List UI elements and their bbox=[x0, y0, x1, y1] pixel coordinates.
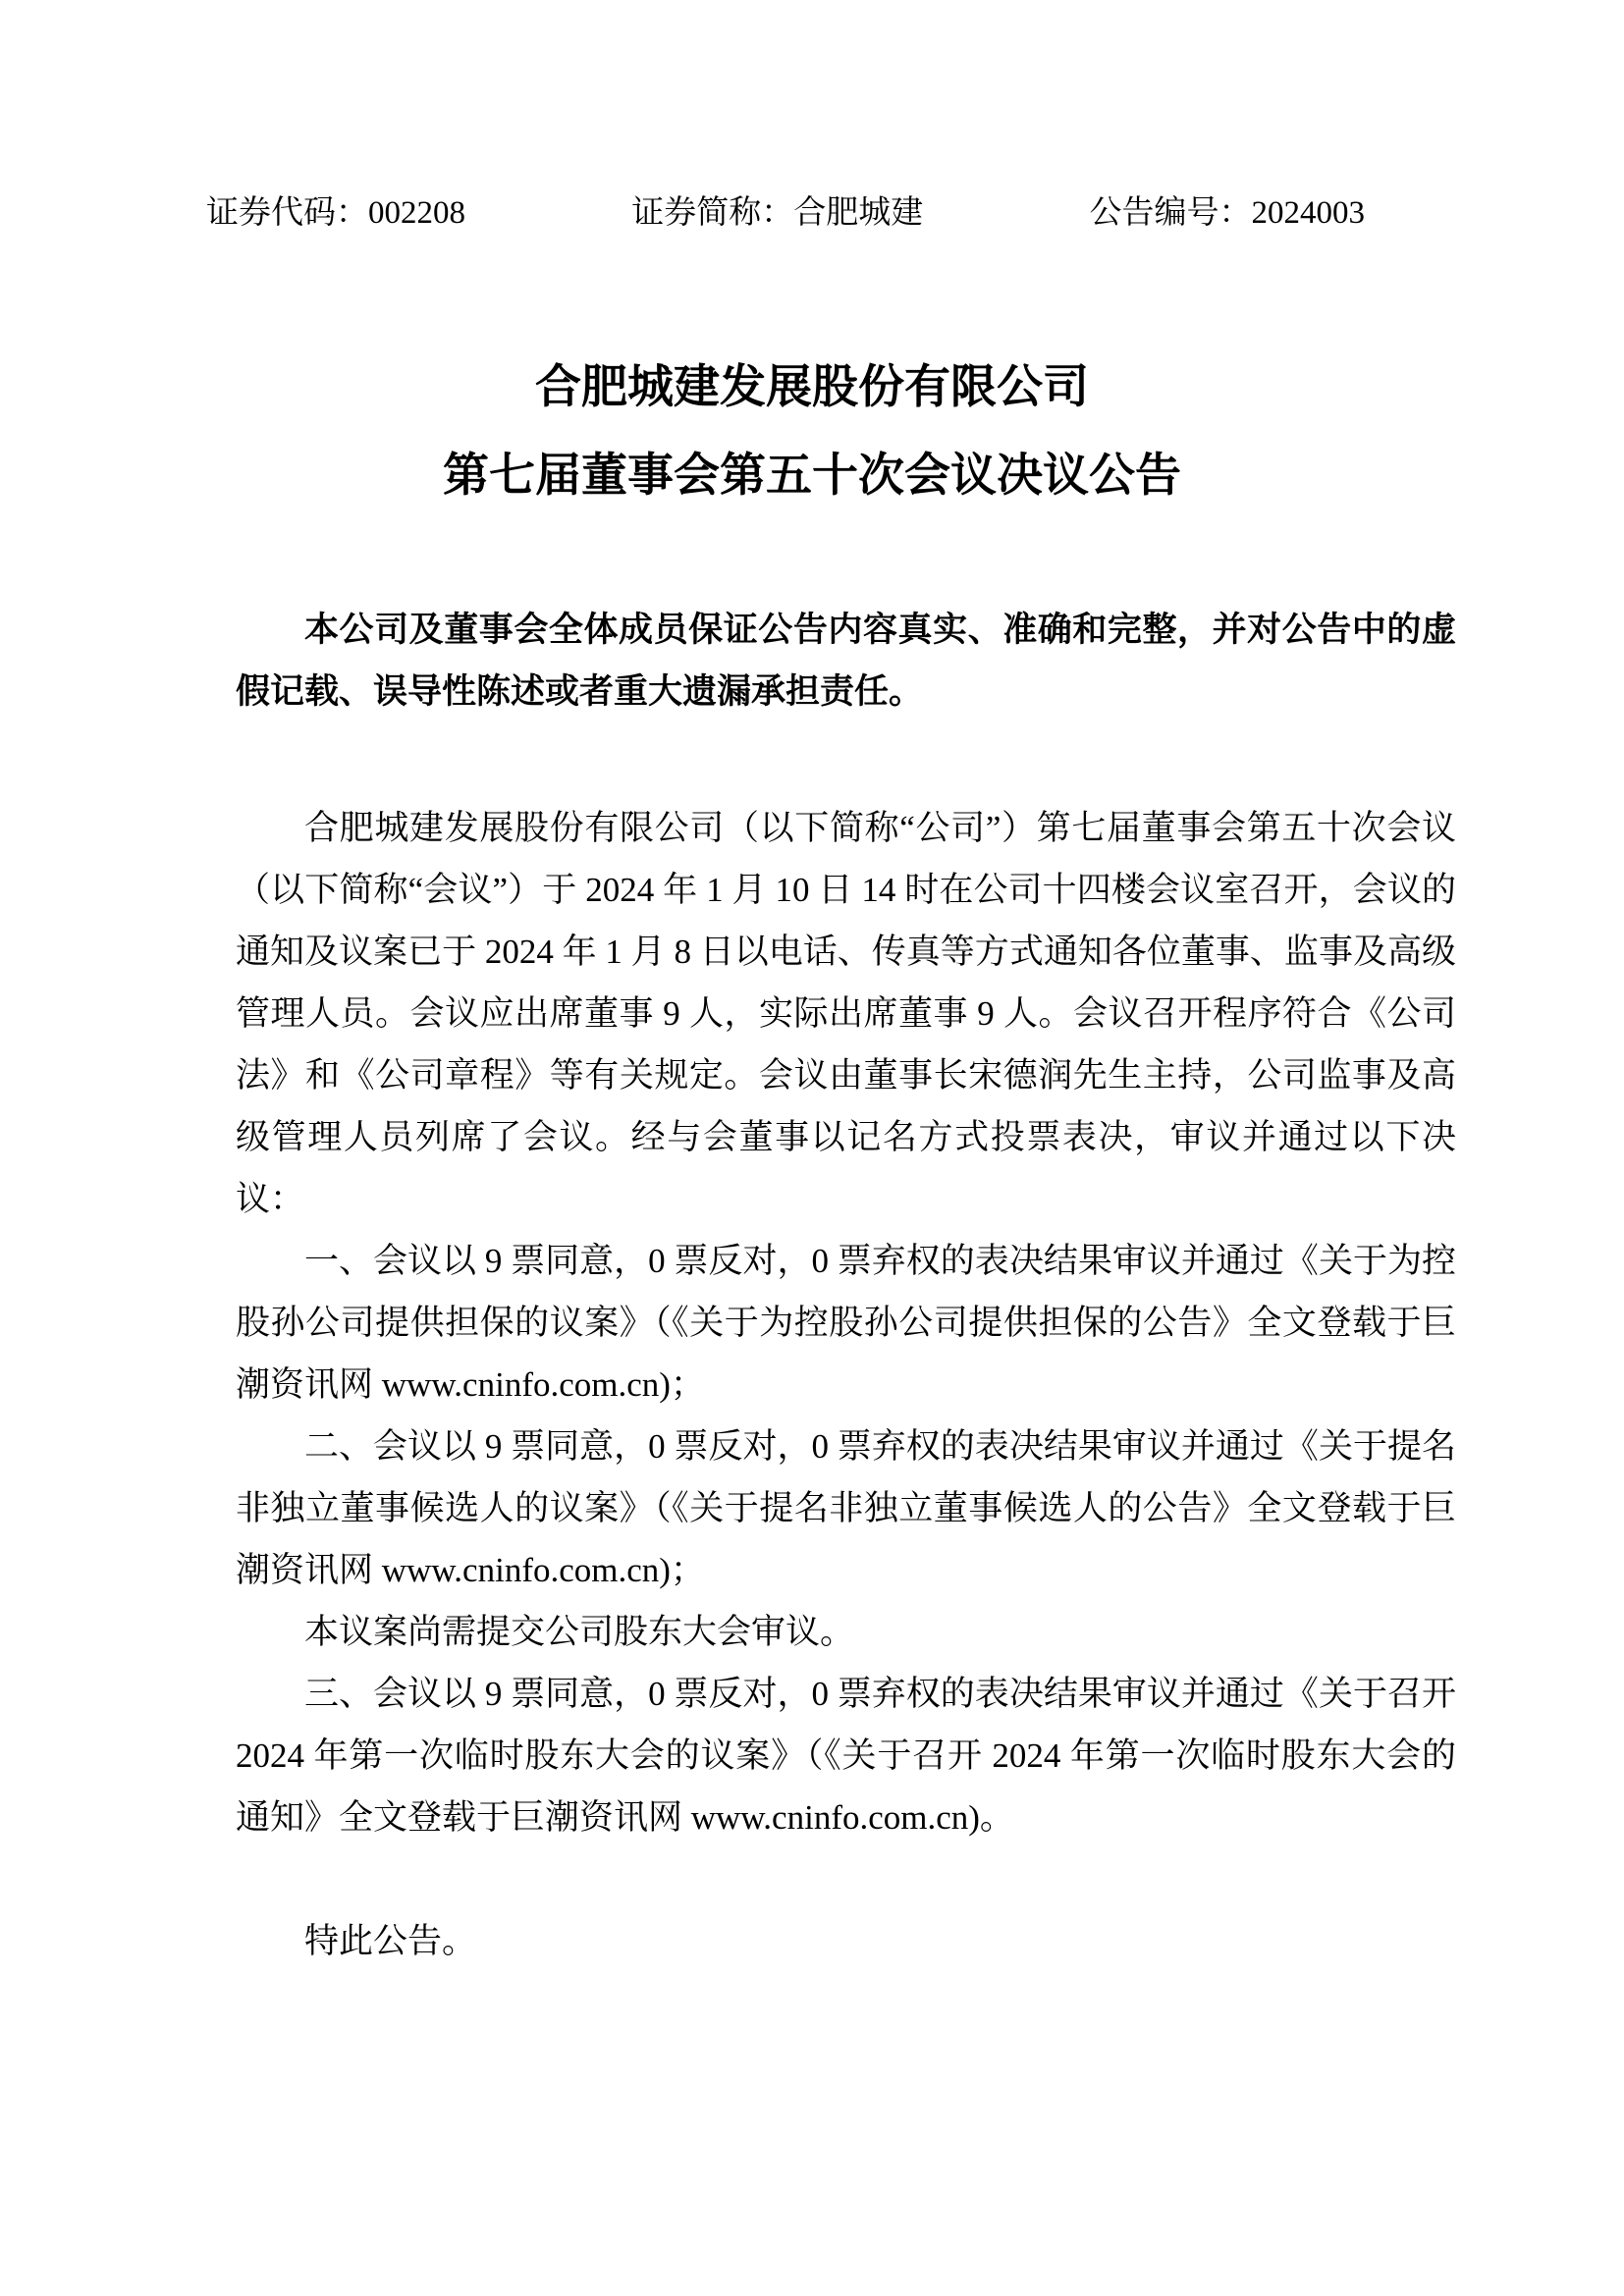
securities-header-row bbox=[0, 0, 1624, 234]
resolution-paragraphs bbox=[236, 797, 1456, 1848]
body-paragraph: 一、会议以 9 票同意，0 票反对，0 票弃权的表决结果审议并通过《关于为控股孙公司提供担保的议案》（《关于为控股孙公司提供担保的公告》全文登载于巨潮资讯网 www.cninfo.com.cn)； bbox=[236, 1242, 1456, 1404]
truthfulness-statement: 本公司及董事会全体成员保证公告内容真实、准确和完整，并对公告中的虚假记载、误导性陈述或者重大遗漏承担责任。 bbox=[236, 611, 1456, 711]
stock-short-name: 证券简称：合肥城建 bbox=[631, 195, 924, 231]
stock-code: 证券代码：002208 bbox=[206, 195, 465, 231]
document-body bbox=[236, 599, 1456, 1972]
announcement-number: 公告编号：2024003 bbox=[1089, 195, 1365, 231]
body-paragraph: 二、会议以 9 票同意，0 票反对，0 票弃权的表决结果审议并通过《关于提名非独立董事候选人的议案》（《关于提名非独立董事候选人的公告》全文登载于巨潮资讯网 www.cninfo.com.cn)； bbox=[236, 1427, 1456, 1589]
closing-line: 特此公告。 bbox=[304, 1922, 477, 1960]
title-block bbox=[0, 359, 1624, 505]
body-paragraph: 三、会议以 9 票同意，0 票反对，0 票弃权的表决结果审议并通过《关于召开 2024 年第一次临时股东大会的议案》（《关于召开 2024 年第一次临时股东大会的通知》全文登载于巨潮资讯网 www.cninfo.com.cn)。 bbox=[236, 1675, 1456, 1837]
meeting-resolution-title: 第七届董事会第五十次会议决议公告 bbox=[443, 451, 1181, 502]
company-name-title: 合肥城建发展股份有限公司 bbox=[535, 362, 1089, 413]
body-paragraph: 合肥城建发展股份有限公司（以下简称“公司”）第七届董事会第五十次会议（以下简称“会议”）于 2024 年 1 月 10 日 14 时在公司十四楼会议室召开，会议的通知及议案已于 2024 年 1 月 8 日以电话、传真等方式通知各位董事、监事及高级管理人员。会议应出席董事 9 人，实际出席董事 9 人。会议召开程序符合《公司法》和《公司章程》等有关规定。会议由董事长宋德润先生主持，公司监事及高级管理人员列席了会议。经与会董事以记名方式投票表决，审议并通过以下决议： bbox=[236, 809, 1456, 1218]
body-paragraph: 本议案尚需提交公司股东大会审议。 bbox=[304, 1613, 855, 1651]
